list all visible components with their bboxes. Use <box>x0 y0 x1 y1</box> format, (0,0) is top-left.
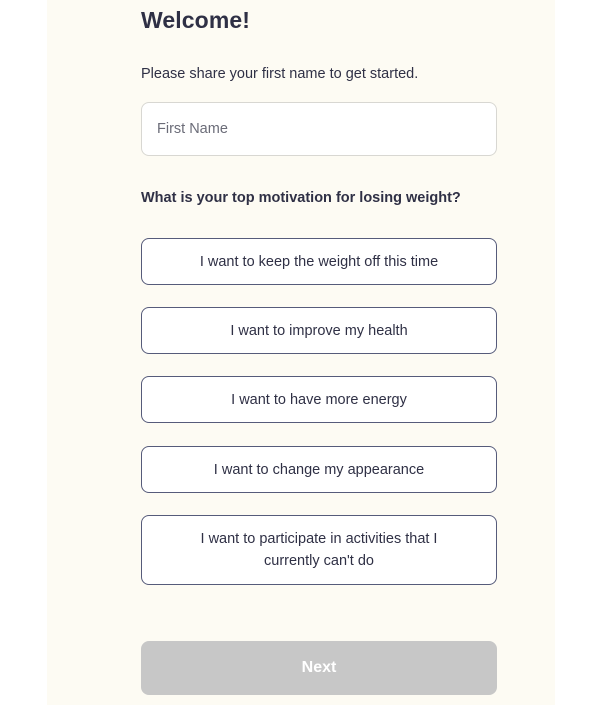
option-label: I want to keep the weight off this time <box>199 253 439 270</box>
option-keep-weight-off[interactable] <box>141 238 497 285</box>
first-name-input[interactable] <box>141 102 497 156</box>
option-participate-activities[interactable] <box>141 515 497 585</box>
option-change-appearance[interactable] <box>141 446 497 493</box>
next-button[interactable]: Next <box>141 641 497 695</box>
option-more-energy[interactable] <box>141 376 497 423</box>
option-label: I want to participate in activities that I currently can't do <box>200 531 438 569</box>
option-label: I want to change my appearance <box>213 461 425 478</box>
motivation-question: What is your top motivation for losing weight? <box>141 190 461 206</box>
page-title: Welcome! <box>141 7 251 33</box>
option-label: I want to improve my health <box>230 322 408 339</box>
intro-text: Please share your first name to get started. <box>141 66 419 82</box>
option-label: I want to have more energy <box>231 391 407 408</box>
option-improve-health[interactable] <box>141 307 497 354</box>
